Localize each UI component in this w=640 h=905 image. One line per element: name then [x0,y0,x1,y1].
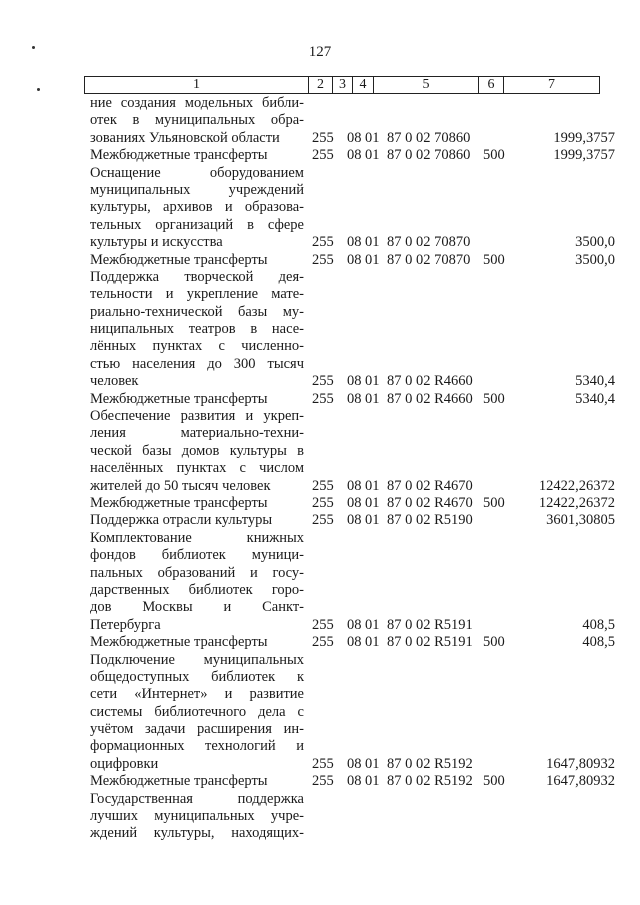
row-amount: 1999,3757 [553,129,615,146]
row-description: Оснащение оборудованием [90,164,304,181]
row-description: Межбюджетные трансферты [90,251,268,268]
row-description: дов Москвы и Санкт- [90,599,304,616]
table-row [0,95,640,112]
row-description: учётом задачи расширения ин- [90,721,304,738]
row-description: Подключение муниципальных [90,651,304,668]
row-description: культуры, архивов и образова- [90,199,304,216]
row-admin-code: 255 [312,147,334,164]
row-expense-type: 500 [483,634,505,651]
scan-speck [37,88,40,91]
row-target-article: 87 0 02 R4660 [387,373,473,390]
row-target-article: 87 0 02 R5192 [387,773,473,790]
table-row [0,338,640,355]
table-row [0,321,640,338]
row-description: отек в муниципальных обра- [90,112,304,129]
row-description: дарственных библиотек горо- [90,581,304,598]
row-subsection-code: 01 [365,494,380,511]
table-row [0,738,640,755]
row-expense-type: 500 [483,147,505,164]
row-subsection-code: 01 [365,129,380,146]
row-subsection-code: 01 [365,755,380,772]
table-row [0,599,640,616]
row-description: формационных технологий и [90,738,304,755]
row-section-code: 08 [347,773,362,790]
row-subsection-code: 01 [365,234,380,251]
row-admin-code: 255 [312,494,334,511]
row-admin-code: 255 [312,477,334,494]
row-description: зованиях Ульяновской области [90,129,280,146]
row-section-code: 08 [347,634,362,651]
row-description: оцифровки [90,755,159,772]
row-subsection-code: 01 [365,147,380,164]
row-target-article: 87 0 02 R5191 [387,634,473,651]
table-row [0,704,640,721]
scan-speck [32,46,35,49]
row-description: системы библиотечного дела с [90,703,304,720]
row-description: культуры и искусства [90,234,223,251]
column-header-2: 2 [309,77,333,94]
row-subsection-code: 01 [365,773,380,790]
row-admin-code: 255 [312,616,334,633]
row-description: ления материально-техни- [90,425,304,442]
table-row [0,112,640,129]
row-subsection-code: 01 [365,512,380,529]
column-header-row [84,76,600,94]
table-row [0,182,640,199]
row-amount: 5340,4 [575,390,615,407]
table-row [0,286,640,303]
table-row [0,825,640,842]
row-section-code: 08 [347,373,362,390]
row-amount: 1999,3757 [553,147,615,164]
column-header-1: 1 [85,77,309,94]
table-row [0,199,640,216]
row-section-code: 08 [347,147,362,164]
row-description: Межбюджетные трансферты [90,147,268,164]
row-description: Межбюджетные трансферты [90,634,268,651]
row-section-code: 08 [347,755,362,772]
row-admin-code: 255 [312,129,334,146]
row-target-article: 87 0 02 70860 [387,129,471,146]
table-row [0,165,640,182]
table-row [0,234,640,251]
table-row [0,547,640,564]
row-description: Государственная поддержка [90,790,304,807]
row-description: Поддержка творческой дея- [90,268,304,285]
row-description: Обеспечение развития и укреп- [90,408,304,425]
row-target-article: 87 0 02 R5190 [387,512,473,529]
row-description: лённых пунктах с численно- [90,338,304,355]
row-target-article: 87 0 02 R5191 [387,616,473,633]
row-section-code: 08 [347,512,362,529]
row-description: Петербурга [90,616,161,633]
row-amount: 3500,0 [575,234,615,251]
table-row [0,808,640,825]
table-row [0,356,640,373]
row-target-article: 87 0 02 70870 [387,234,471,251]
table-row [0,425,640,442]
row-amount: 1647,80932 [546,755,615,772]
row-amount: 12422,26372 [538,477,615,494]
table-row [0,391,640,408]
row-subsection-code: 01 [365,616,380,633]
table-row [0,617,640,634]
row-description: ждений культуры, находящих- [90,825,304,842]
table-row [0,147,640,164]
row-description: Поддержка отрасли культуры [90,512,273,529]
row-description: ние создания модельных библи- [90,95,304,111]
row-expense-type: 500 [483,773,505,790]
row-subsection-code: 01 [365,390,380,407]
table-row [0,582,640,599]
row-subsection-code: 01 [365,477,380,494]
row-amount: 12422,26372 [538,494,615,511]
table-row [0,495,640,512]
row-description: муниципальных учреждений [90,181,304,198]
row-admin-code: 255 [312,755,334,772]
row-subsection-code: 01 [365,373,380,390]
row-description: ческой базы домов культуры в [90,442,304,459]
table-row [0,269,640,286]
table-row [0,721,640,738]
row-admin-code: 255 [312,634,334,651]
row-description: тельности и укрепление мате- [90,286,304,303]
row-section-code: 08 [347,234,362,251]
row-section-code: 08 [347,494,362,511]
row-expense-type: 500 [483,390,505,407]
table-row [0,512,640,529]
column-header-5: 5 [374,77,479,94]
table-row [0,130,640,147]
row-admin-code: 255 [312,773,334,790]
row-amount: 3500,0 [575,251,615,268]
row-target-article: 87 0 02 70860 [387,147,471,164]
row-description: фондов библиотек муници- [90,547,304,564]
table-row [0,773,640,790]
row-section-code: 08 [347,616,362,633]
row-description: общедоступных библиотек к [90,668,304,685]
row-expense-type: 500 [483,251,505,268]
table-row [0,686,640,703]
table-row [0,530,640,547]
row-description: Комплектование книжных [90,529,304,546]
table-row [0,217,640,234]
row-description: ниципальных театров в насе- [90,321,304,338]
row-description: сети «Интернет» и развитие [90,686,304,703]
row-amount: 408,5 [582,616,615,633]
row-section-code: 08 [347,477,362,494]
column-header-7: 7 [504,77,600,94]
row-admin-code: 255 [312,251,334,268]
row-subsection-code: 01 [365,251,380,268]
table-row [0,304,640,321]
table-row [0,252,640,269]
row-description: тельных организаций в сфере [90,216,304,233]
budget-table-body [0,95,640,843]
row-amount: 408,5 [582,634,615,651]
page-number: 127 [308,44,332,60]
column-header-4: 4 [353,77,374,94]
row-description: Межбюджетные трансферты [90,773,268,790]
row-description: стью населения до 300 тысяч [90,355,304,372]
row-subsection-code: 01 [365,634,380,651]
row-description: жителей до 50 тысяч человек [90,477,271,494]
row-target-article: 87 0 02 R4670 [387,494,473,511]
row-target-article: 87 0 02 R4660 [387,390,473,407]
table-row [0,443,640,460]
row-target-article: 87 0 02 R5192 [387,755,473,772]
row-amount: 5340,4 [575,373,615,390]
row-section-code: 08 [347,390,362,407]
table-row [0,791,640,808]
row-admin-code: 255 [312,512,334,529]
row-admin-code: 255 [312,234,334,251]
row-description: риально-технической базы му- [90,303,304,320]
column-header-3: 3 [333,77,353,94]
row-description: Межбюджетные трансферты [90,390,268,407]
table-row [0,634,640,651]
table-row [0,460,640,477]
row-amount: 1647,80932 [546,773,615,790]
row-section-code: 08 [347,129,362,146]
row-description: населённых пунктах с числом [90,460,304,477]
row-description: пальных образований и госу- [90,564,304,581]
table-row [0,408,640,425]
table-row [0,565,640,582]
table-row [0,652,640,669]
row-target-article: 87 0 02 70870 [387,251,471,268]
row-description: Межбюджетные трансферты [90,494,268,511]
row-admin-code: 255 [312,390,334,407]
row-description: лучших муниципальных учре- [90,808,304,825]
row-target-article: 87 0 02 R4670 [387,477,473,494]
table-row [0,756,640,773]
row-expense-type: 500 [483,494,505,511]
row-admin-code: 255 [312,373,334,390]
row-amount: 3601,30805 [546,512,615,529]
table-row [0,478,640,495]
table-row [0,373,640,390]
table-row [0,669,640,686]
row-section-code: 08 [347,251,362,268]
row-description: человек [90,373,139,390]
column-header-6: 6 [479,77,504,94]
